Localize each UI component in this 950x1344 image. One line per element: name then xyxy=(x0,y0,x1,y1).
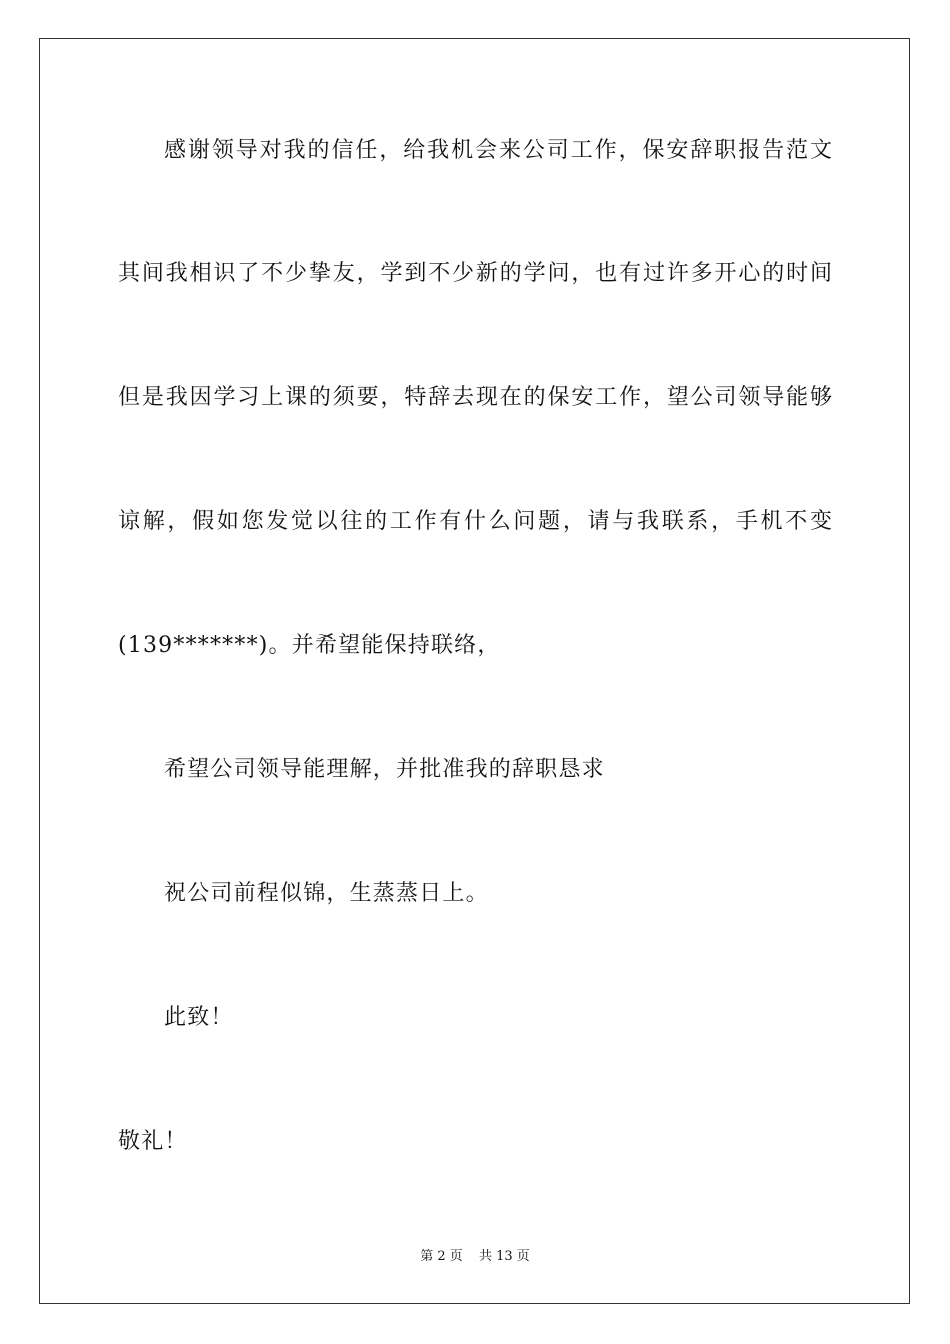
total-pages: 共 13 页 xyxy=(478,1249,530,1264)
closing-salutation: 此致！ xyxy=(164,1005,234,1030)
closing-regards: 敬礼！ xyxy=(118,1129,188,1154)
paragraph-line-4: 谅解，假如您发觉以往的工作有什么问题，请与我联系，手机不变 xyxy=(118,509,832,534)
request-line: 希望公司领导能理解，并批准我的辞职恳求 xyxy=(164,757,605,782)
paragraph-line-2: 其间我相识了不少挚友，学到不少新的学问，也有过许多开心的时间 xyxy=(118,261,832,286)
page-border xyxy=(39,38,910,1304)
paragraph-line-5: (139*******)。并希望能保持联络， xyxy=(118,633,501,658)
paragraph-line-1: 感谢领导对我的信任，给我机会来公司工作，保安辞职报告范文 xyxy=(164,138,832,163)
page-footer xyxy=(0,1248,950,1266)
page-number: 第 2 页 xyxy=(420,1249,463,1264)
paragraph-line-3: 但是我因学习上课的须要，特辞去现在的保安工作，望公司领导能够 xyxy=(118,385,832,410)
wish-line: 祝公司前程似锦，生蒸蒸日上。 xyxy=(164,881,489,906)
